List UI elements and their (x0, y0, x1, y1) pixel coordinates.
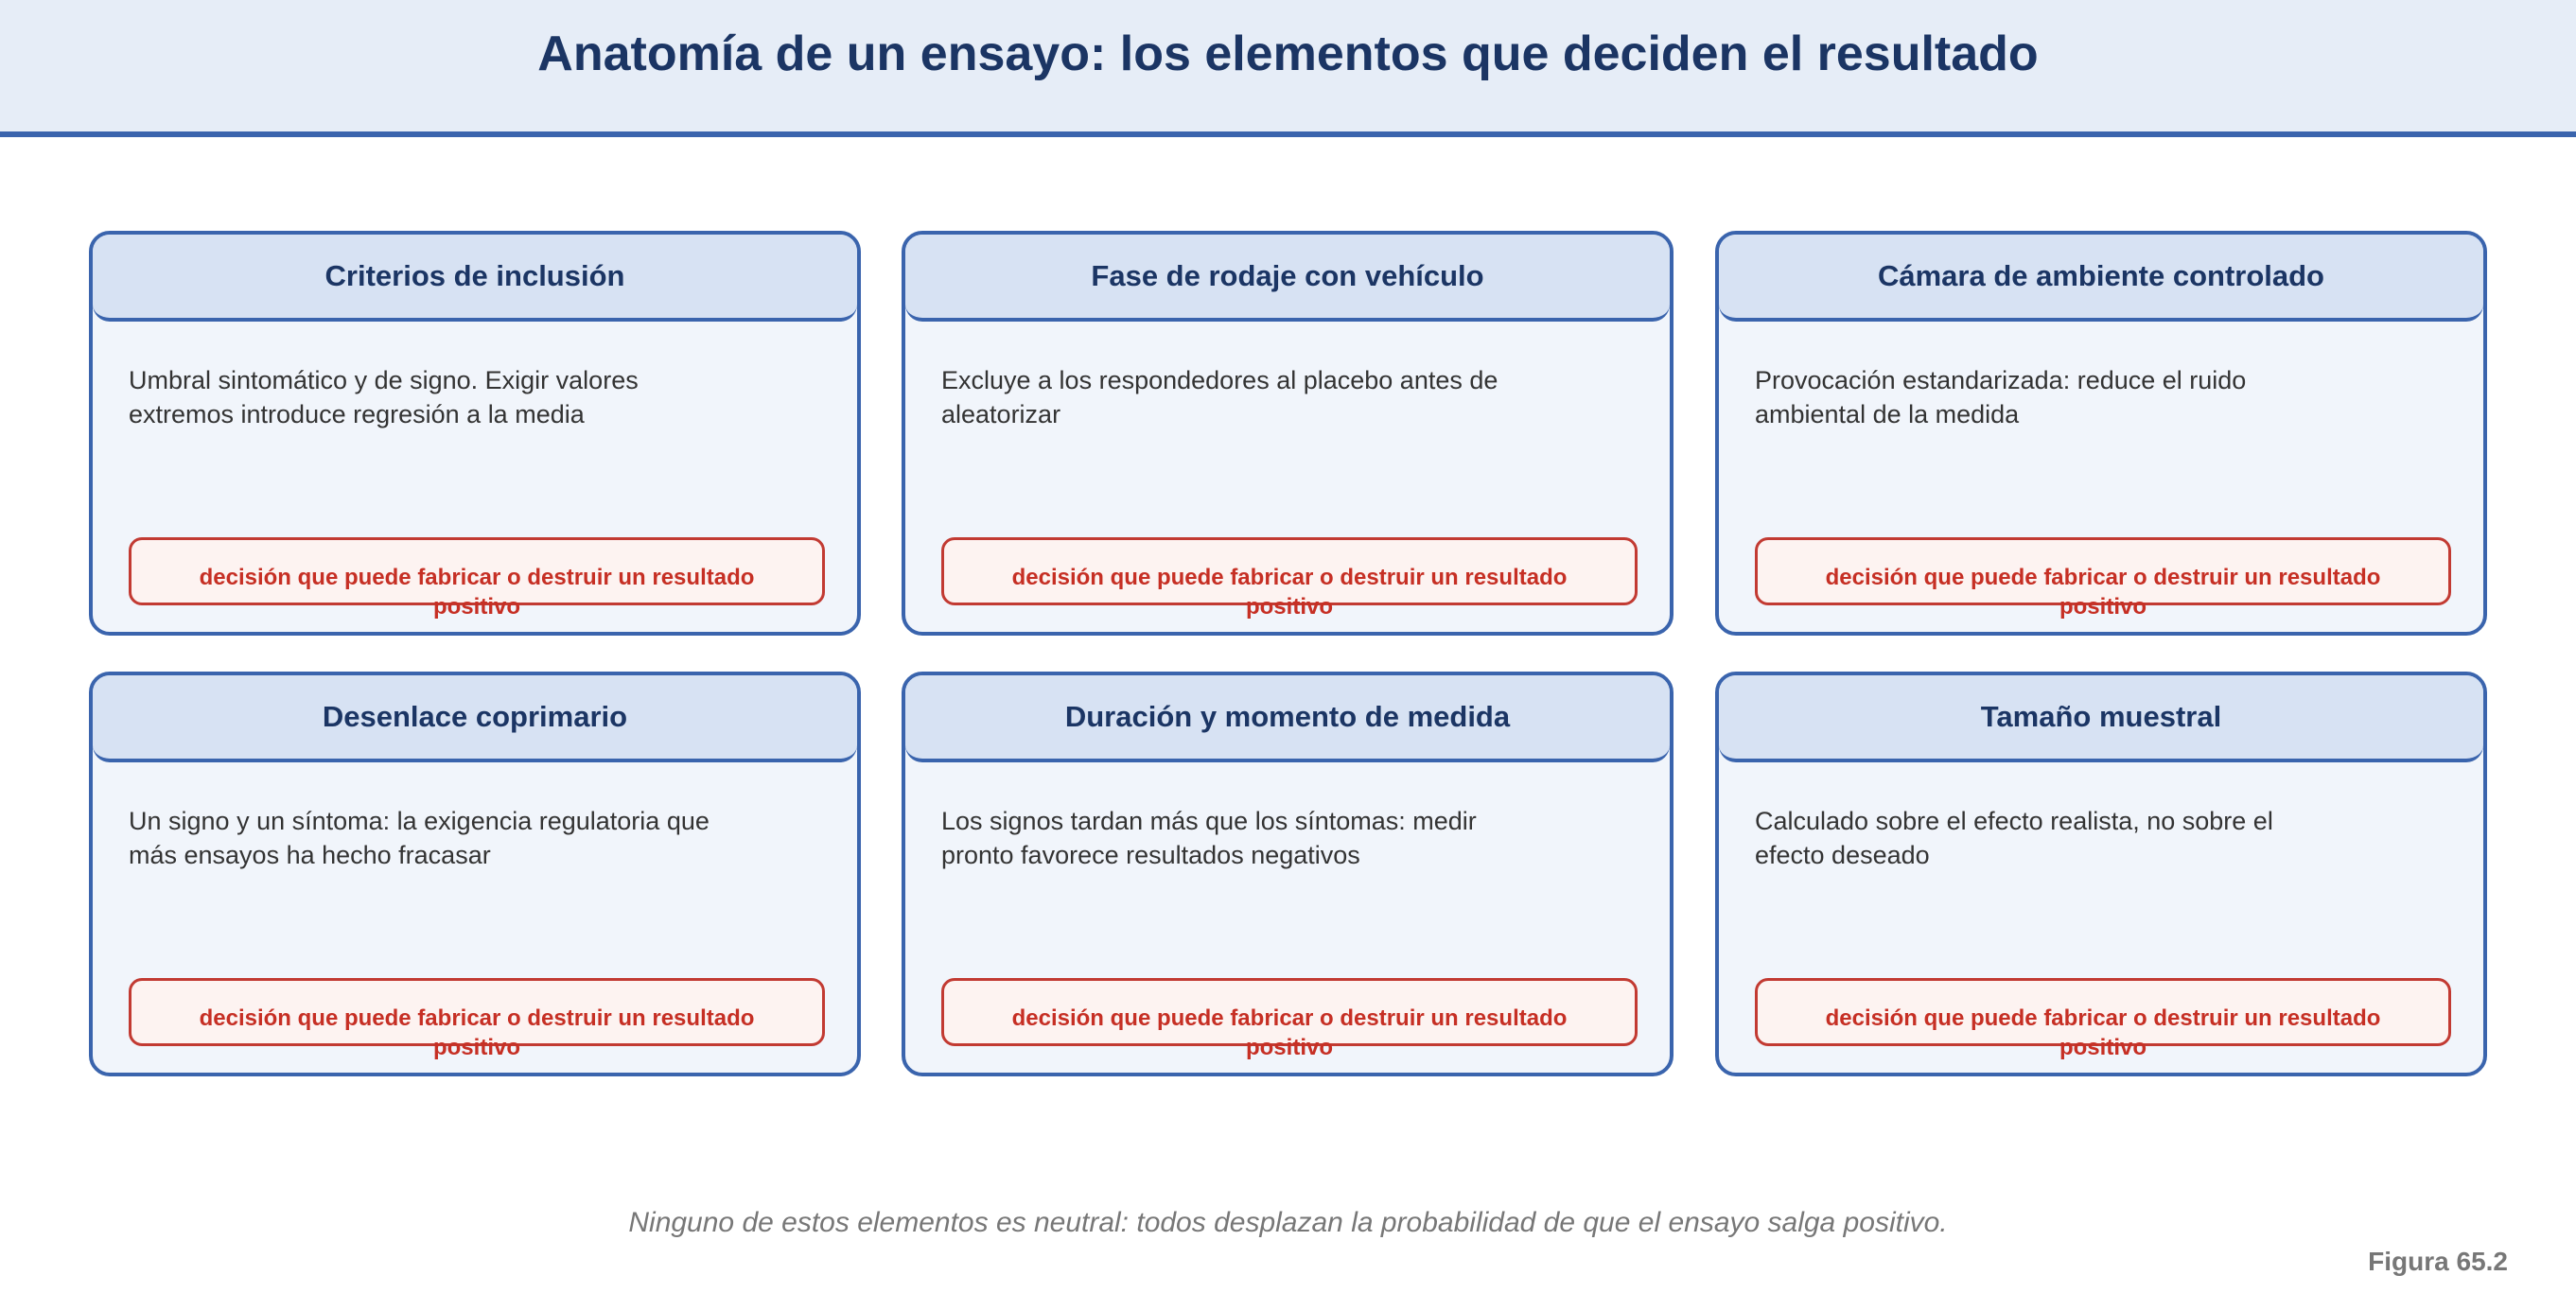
warning-text: decisión que puede fabricar o destruir un resultado positivo (199, 565, 755, 620)
card-environmental-chamber (1715, 231, 2487, 636)
card-title: Criterios de inclusión (324, 259, 625, 292)
card-sample-size (1715, 672, 2487, 1076)
card-header (905, 675, 1670, 762)
card-title: Duración y momento de medida (1064, 700, 1511, 733)
warning-text: decisión que puede fabricar o destruir un resultado positivo (199, 1005, 755, 1060)
warning-text: decisión que puede fabricar o destruir un resultado positivo (1825, 1005, 2381, 1060)
card-title: Fase de rodaje con vehículo (1091, 259, 1484, 292)
card-run-in-phase (902, 231, 1674, 636)
card-coprimary-endpoint (89, 672, 861, 1076)
figure-label: Figura 65.2 (2368, 1247, 2508, 1276)
card-title: Desenlace coprimario (322, 700, 628, 733)
card-description: Los signos tardan más que los síntomas: medir pronto favorece resultados negativos (941, 807, 1477, 869)
page-title: Anatomía de un ensayo: los elementos que deciden el resultado (537, 26, 2039, 81)
warning-box (941, 537, 1638, 620)
card-inclusion-criteria (89, 231, 861, 636)
header-banner (0, 0, 2576, 137)
warning-text: decisión que puede fabricar o destruir un resultado positivo (1825, 565, 2381, 620)
card-title: Tamaño muestral (1980, 700, 2222, 733)
card-header (1719, 235, 2483, 322)
card-duration-timing (902, 672, 1674, 1076)
warning-text: decisión que puede fabricar o destruir un resultado positivo (1011, 1005, 1568, 1060)
card-header (1719, 675, 2483, 762)
card-description: Umbral sintomático y de signo. Exigir valores extremos introduce regresión a la media (129, 366, 639, 428)
warning-box (1755, 978, 2451, 1060)
figure-caption: Ninguno de estos elementos es neutral: todos desplazan la probabilidad de que el ensayo salga positivo. (628, 1207, 1948, 1238)
warning-text: decisión que puede fabricar o destruir un resultado positivo (1011, 565, 1568, 620)
card-header (905, 235, 1670, 322)
card-header (93, 675, 857, 762)
card-description: Calculado sobre el efecto realista, no sobre el efecto deseado (1755, 807, 2273, 869)
warning-box (941, 978, 1638, 1060)
warning-box (129, 978, 825, 1060)
card-description: Provocación estandarizada: reduce el ruido ambiental de la medida (1755, 366, 2247, 428)
card-title: Cámara de ambiente controlado (1877, 259, 2324, 292)
card-description: Excluye a los respondedores al placebo antes de aleatorizar (941, 366, 1498, 428)
card-header (93, 235, 857, 322)
card-description: Un signo y un síntoma: la exigencia regulatoria que más ensayos ha hecho fracasar (129, 807, 710, 869)
warning-box (1755, 537, 2451, 620)
warning-box (129, 537, 825, 620)
